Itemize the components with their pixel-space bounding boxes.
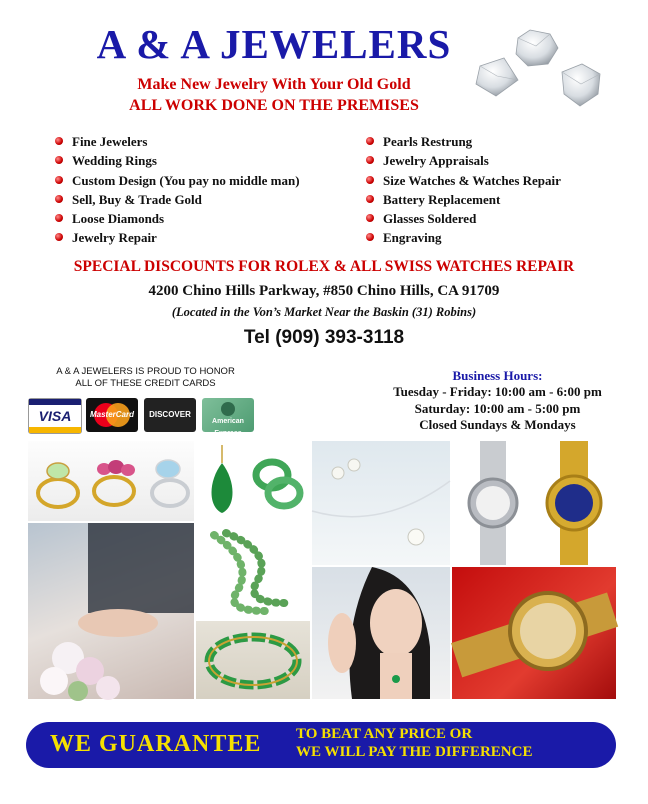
rolex-watches-photo xyxy=(452,441,616,565)
wedding-photo xyxy=(28,523,194,699)
bullet-icon xyxy=(366,176,374,184)
amex-card-icon: American Express xyxy=(202,398,254,432)
service-label: Engraving xyxy=(383,230,442,246)
bullet-icon xyxy=(55,233,63,241)
diamond-pear xyxy=(562,64,600,106)
list-item xyxy=(363,132,561,151)
list-item xyxy=(363,209,561,228)
services-list-left xyxy=(52,132,300,248)
guarantee-line-1: TO BEAT ANY PRICE OR xyxy=(296,726,473,742)
guarantee-title: WE GUARANTEE xyxy=(50,731,262,757)
list-item xyxy=(363,151,561,170)
ring-2 xyxy=(94,460,135,505)
mastercard-icon: MasterCard xyxy=(86,398,138,432)
hours-saturday: Saturday: 10:00 am - 5:00 pm xyxy=(414,400,581,416)
service-label: Glasses Soldered xyxy=(383,211,477,227)
service-label: Size Watches & Watches Repair xyxy=(383,172,561,188)
watch-silver xyxy=(469,441,517,565)
bullet-icon xyxy=(55,137,63,145)
bullet-icon xyxy=(55,214,63,222)
service-label: Battery Replacement xyxy=(383,191,501,207)
hours-closed: Closed Sundays & Mondays xyxy=(419,417,576,432)
credit-line-1: A & A JEWELERS IS PROUD TO HONOR xyxy=(56,366,235,377)
business-hours-heading: Business Hours: xyxy=(452,368,543,383)
pearl-pendant xyxy=(408,529,424,545)
service-label: Custom Design (You pay no middle man) xyxy=(72,172,300,188)
hours-weekday: Tuesday - Friday: 10:00 am - 6:00 pm xyxy=(393,384,602,399)
jade-bracelet-photo xyxy=(196,621,310,699)
ring-3 xyxy=(152,460,188,506)
bullet-icon xyxy=(55,156,63,164)
model-photo xyxy=(312,567,450,699)
service-label: Fine Jewelers xyxy=(72,134,148,149)
ring-1 xyxy=(38,463,78,507)
pearls-photo xyxy=(312,441,450,565)
service-label: Wedding Rings xyxy=(72,153,157,169)
bullet-icon xyxy=(366,156,374,164)
guarantee-banner xyxy=(26,722,616,768)
list-item xyxy=(52,171,300,190)
bullet-icon xyxy=(55,195,63,203)
list-item xyxy=(52,132,300,151)
service-label: Sell, Buy & Trade Gold xyxy=(72,191,202,207)
list-item xyxy=(52,151,300,170)
credit-cards xyxy=(28,398,268,437)
discover-card-icon: DISCOVER xyxy=(144,398,196,432)
guarantee-text xyxy=(296,725,532,761)
jade-beads-photo xyxy=(196,523,310,619)
bullet-icon xyxy=(366,137,374,145)
list-item xyxy=(363,171,561,190)
service-label: Loose Diamonds xyxy=(72,211,165,227)
credit-card-notice xyxy=(28,366,263,390)
list-item xyxy=(363,228,561,247)
phone-number[interactable]: Tel (909) 393-3118 xyxy=(243,327,405,348)
guarantee-line-2: WE WILL PAY THE DIFFERENCE xyxy=(296,744,533,760)
page-title: A & A JEWELERS xyxy=(96,21,452,67)
jade-pendant xyxy=(212,463,233,513)
bullet-icon xyxy=(366,214,374,222)
tagline: Make New Jewelry With Your Old Gold xyxy=(137,76,411,93)
list-item xyxy=(52,190,300,209)
diamond-round xyxy=(516,30,558,66)
bullet-icon xyxy=(366,195,374,203)
service-label: Jewelry Appraisals xyxy=(383,153,489,169)
visa-card-icon: VISA xyxy=(28,398,82,434)
gold-rolex-photo xyxy=(452,567,616,699)
location-note: (Located in the Von’s Market Near the Baskin (31) Robins) xyxy=(171,305,477,319)
special-discounts: SPECIAL DISCOUNTS FOR ROLEX & ALL SWISS WATCHES REPAIR xyxy=(73,258,575,275)
list-item xyxy=(52,228,300,247)
bullet-icon xyxy=(55,176,63,184)
service-label: Jewelry Repair xyxy=(72,230,157,246)
bouquet xyxy=(40,642,120,701)
service-label: Pearls Restrung xyxy=(383,134,473,149)
tagline-premises: ALL WORK DONE ON THE PREMISES xyxy=(129,97,419,114)
bullet-icon xyxy=(366,233,374,241)
services-list-right xyxy=(363,132,561,248)
business-hours xyxy=(360,384,635,434)
jade-photo xyxy=(196,441,310,521)
credit-line-2: ALL OF THESE CREDIT CARDS xyxy=(75,378,216,389)
rings-photo xyxy=(28,441,194,521)
chain xyxy=(312,481,450,517)
diamond-princess xyxy=(476,58,518,96)
diamonds-image xyxy=(470,24,610,114)
address: 4200 Chino Hills Parkway, #850 Chino Hills, CA 91709 xyxy=(148,283,500,299)
list-item xyxy=(52,209,300,228)
watch-gold-blue xyxy=(547,441,601,565)
list-item xyxy=(363,190,561,209)
